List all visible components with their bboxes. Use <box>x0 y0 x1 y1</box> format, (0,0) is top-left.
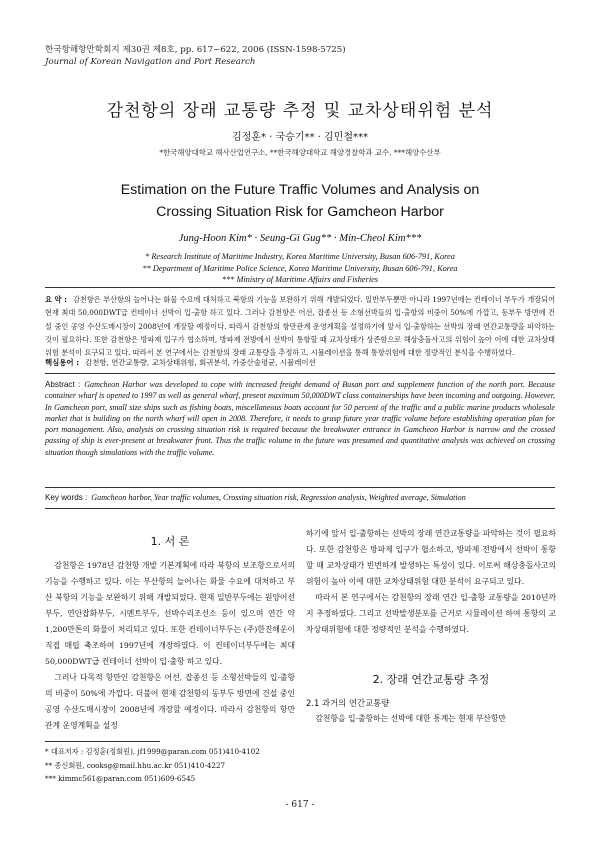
right-column-body <box>306 526 556 638</box>
subsection-heading: 2.1 과거의 연간교통량 <box>306 698 390 708</box>
affiliation-english-2: ** Department of Maritime Police Science, Korea Maritime University, Busan 606-791, Korea <box>142 263 458 273</box>
affiliations-english <box>0 251 600 286</box>
abstract-english-text: Gamcheon Harbor was developed to cope with increased freight demand of Busan port and supplement function of the north port. Because container wharf is opened to 1997 as well as general wharf, present maximum 50,000DWT class containerships have been incoming and outgoing. However, In Gamcheon port, small size ships such as fishing boats, miscellaneous boats account for 50 percent of the traffic and a public marine products wholesale market that is building on the north wharf will open in 2008. Therefore, it needs to grasp future year traffic volume before establishing operation plan for port management. Also, analysis on crossing situation risk is required because the breakwater entrance in Gamcheon Harbor is narrow and the crossed passing of ship is ever-present at breakwater front. Thus the traffic volume in the future was presumed and quantitative analysis was achieved on crossing situation though simulations with the traffic volume. <box>45 380 556 457</box>
paragraph: 감천항은 1978년 감천항 개발 기본계획에 따라 북항의 보조항으로서의 기능을 수행하고 있다. 이는 부산항의 늘어나는 화물 수요에 대처하고 부산 북항의 기능을 보완하기 위해 개발되었다. 현재 일반부두에는 원양어선부두, 연안잡화부두, 시멘트부두, 선박수리조선소 등이 있으며 연간 약 1,200만톤의 화물이 처리되고 있다. 또한 컨테이너부두는 (주)한진해운이 직접 매립 축조하여 1997년에 개장하였다. 이 컨테이너부두에는 최대 50,000DWT급 컨테이너 선박이 입·출항 하고 있다. <box>45 561 295 666</box>
abstract-english <box>45 379 555 458</box>
journal-header-english: Journal of Korean Navigation and Port Research <box>45 57 256 67</box>
title-english-line1: Estimation on the Future Traffic Volumes and Analysis on <box>120 182 480 198</box>
paragraph: 하기에 앞서 입·출항하는 선박의 장래 연간교통량을 파악하는 것이 필요하다. 또한 감천항은 방파제 입구가 협소하고, 방파제 전방에서 선박이 통항할 때 교차상태가 빈번하게 발생하는 특성이 있다. 이로써 해상충돌사고의 위험이 높아 이에 대한 교차상태위험 대한 분석이 요구되고 있다. <box>306 529 556 586</box>
authors-korean: 김정훈* · 국승기** · 김민철*** <box>231 132 368 143</box>
divider <box>45 373 555 374</box>
section-heading-introduction: 1. 서 론 <box>150 535 190 548</box>
journal-header <box>45 44 346 68</box>
footnote-rule <box>45 741 160 742</box>
footnotes <box>45 745 260 786</box>
abstract-english-label: Abstract : <box>45 380 81 389</box>
footnote-2: ** 종신회원, cooksg@mail.hhu.ac.kr 051)410-4227 <box>45 760 226 770</box>
affiliation-english-3: *** Ministry of Maritime Affairs and Fisheries <box>221 275 379 285</box>
affiliation-english-1: * Research Institute of Maritime Industry, Korea Maritime University, Busan 606-791, Korea <box>145 252 455 261</box>
divider <box>45 287 555 288</box>
abstract-korean-label: 요 약 : <box>45 295 67 304</box>
affiliations-korean: *한국해양대학교 해사산업연구소, **한국해양대학교 해양경찰학과 교수, ***해양수산부 <box>159 148 441 157</box>
keywords-english <box>45 493 466 502</box>
section-heading-traffic-estimation: 2. 장래 연간교통량 추정 <box>372 673 490 686</box>
title-korean: 감천항의 장래 교통량 추정 및 교차상태위험 분석 <box>106 101 494 121</box>
subsection-text: 감천항을 입·출항하는 선박에 대한 통계는 현재 부산항만 <box>315 714 506 723</box>
page-number: - 617 - <box>285 800 315 810</box>
title-english <box>0 179 600 223</box>
divider <box>45 487 555 488</box>
abstract-korean <box>45 293 555 359</box>
left-column-body <box>45 558 295 734</box>
keywords-korean-text: 감천항, 연간교통량, 교차상태위험, 회귀분석, 가중산술평균, 시뮬레이션 <box>85 358 316 367</box>
journal-header-korean: 한국항해항만학회지 제30권 제8호, pp. 617~622, 2006 (ISSN-1598-5725) <box>45 45 346 55</box>
divider <box>45 508 555 509</box>
authors-english: Jung-Hoon Kim* · Seung-Gi Gug** · Min-Cheol Kim*** <box>178 233 422 244</box>
keywords-korean-label: 핵심용어 : <box>45 358 80 367</box>
keywords-korean <box>45 357 316 368</box>
keywords-english-label: Key words : <box>45 493 88 502</box>
keywords-english-text: Gamcheon harbor, Year traffic volumes, Crossing situation risk, Regression analysis, Weighted average, Simulation <box>91 493 466 502</box>
title-english-line2: Crossing Situation Risk for Gamcheon Harbor <box>156 204 444 220</box>
abstract-korean-text: 감천항은 부산항의 늘어나는 화물 수요에 대처하고 북항의 기능을 보완하기 위해 개발되었다. 일반부두뿐만 아니라 1997년에는 컨테이너 부두가 개장되어 현재 최대 50,000DWT급 컨테이너 선박이 입·출항 하고 있다. 그러나 감천항은 어선, 잡종선 등 소형선박들의 입·출항의 비중이 50%에 가깝고, 동부두 방면에 건설 중인 공영 수산도매시장이 2008년에 개장할 예정이다. 따라서 감천항의 항만관계 운영계획을 설정하기에 앞서 입·출항하는 선박의 장래 연간교통량을 파악하는 것이 필요하다. 또한 감천항은 방파제 입구가 협소하며, 방파제 전방에서 선박이 통항할 때 교차상태가 상존함으로 해상충돌사고의 위험이 높아 이에 대한 교차상태위험 분석이 요구되고 있다. 따라서 본 연구에서는 감천항의 장래 교통량을 추정하고, 시뮬레이션을 통해 통항위험에 대한 정량적인 분석을 수행하였다. <box>45 295 556 358</box>
footnote-1: * 대표저자 : 김정훈(정회원), jf1999@paran.com 051)410-4102 <box>45 747 260 756</box>
footnote-3: *** kimmc561@paran.com 051)609-6545 <box>45 774 196 783</box>
paragraph: 따라서 본 연구에서는 감천항의 장래 연간 입·출항 교통량을 2010년까지 추정하였다. 그리고 선박발생분포를 근거로 시뮬레이션 하여 통항의 교차상태위험에 대한 정량적인 분석을 수행하였다. <box>306 593 556 634</box>
paragraph: 그러나 다목적 항만인 감천항은 어선, 잡종선 등 소형선박들의 입·출항의 비중이 50%에 가깝다. 더불어 현재 감천항의 동부두 방면에 건설 중인 공영 수산도매시장이 2008년에 개장할 예정이다. 따라서 감천항의 항만관계 운영계획을 설정 <box>45 673 295 730</box>
